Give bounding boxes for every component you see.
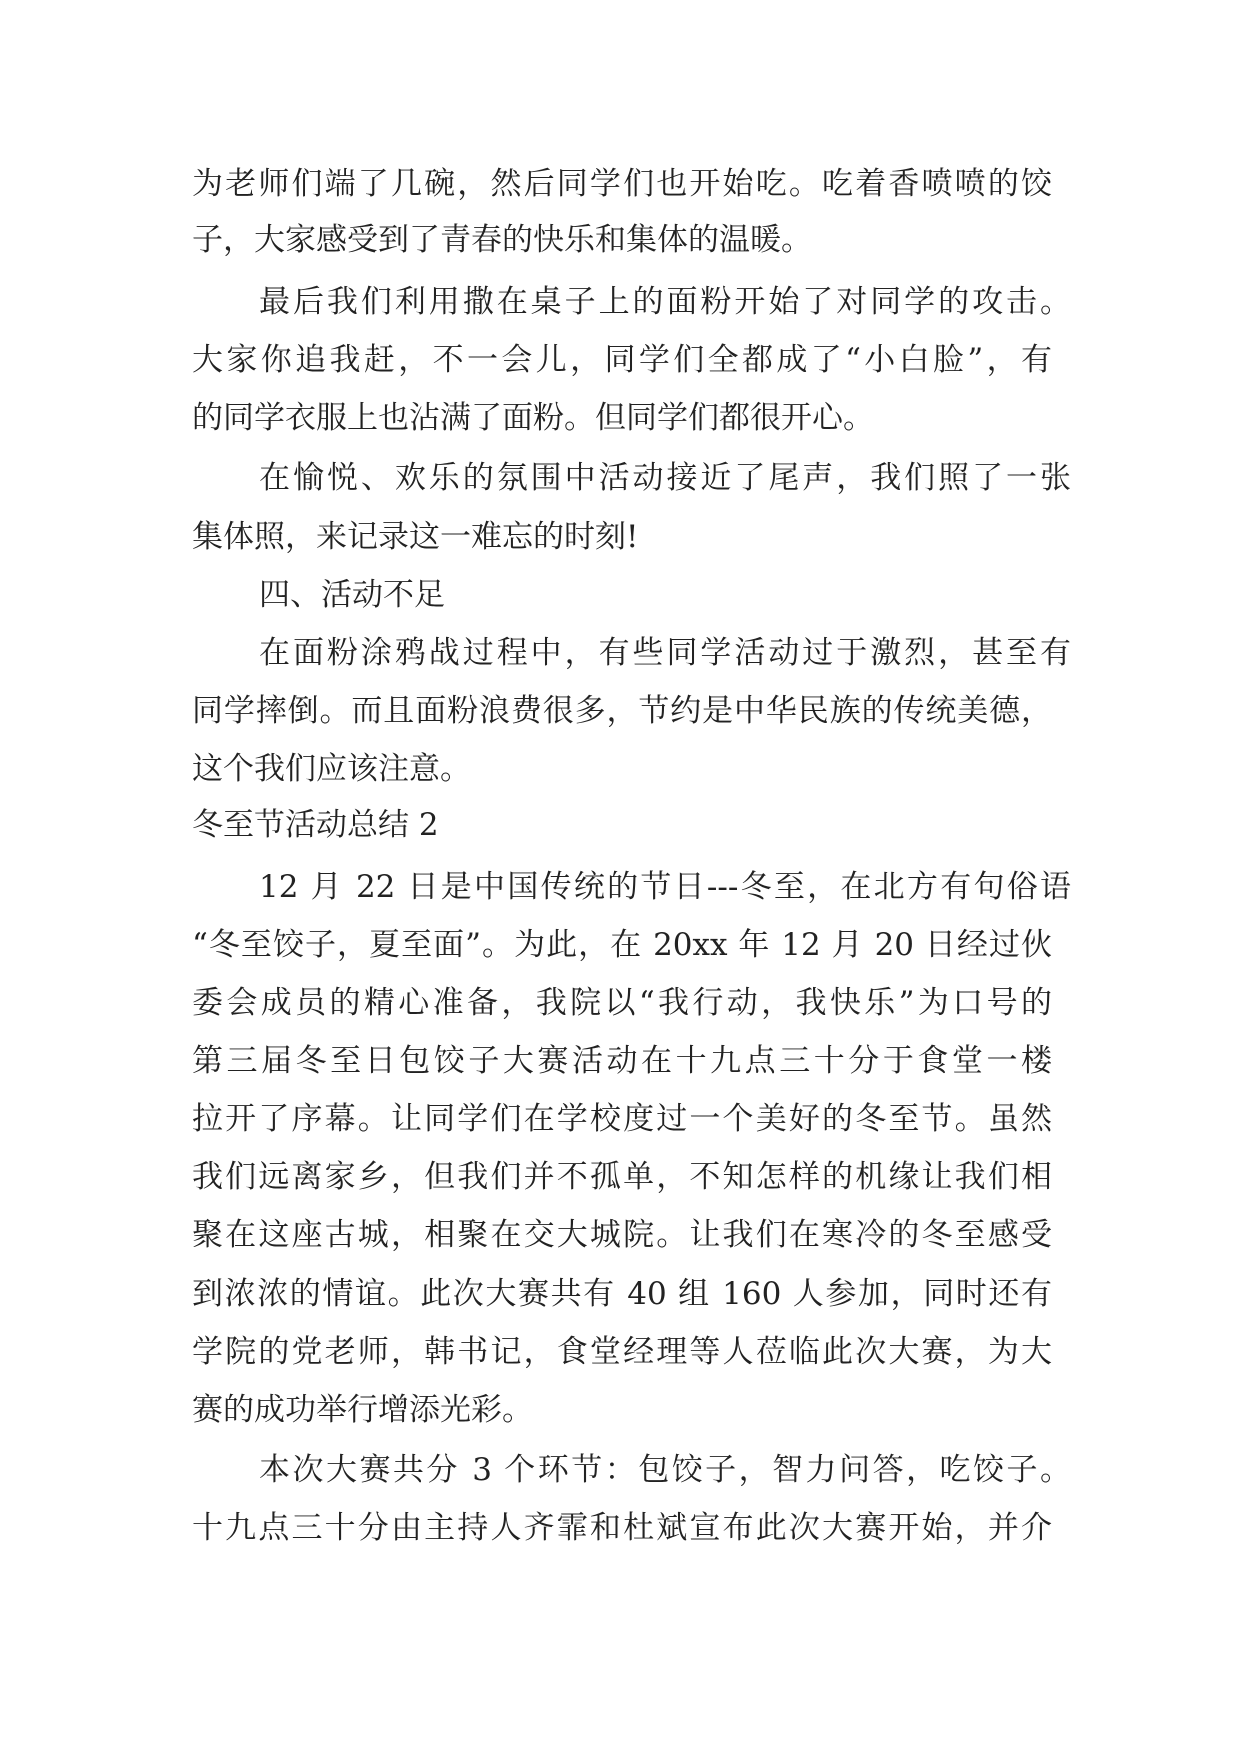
paragraph-line: 在面粉涂鸦战过程中，有些同学活动过于激烈，甚至有 <box>259 635 1071 671</box>
paragraph-line: 为老师们端了几碗，然后同学们也开始吃。吃着香喷喷的饺 <box>192 166 1052 202</box>
paragraph-line: “冬至饺子，夏至面”。为此，在 20xx 年 12 月 20 日经过伙 <box>192 927 1052 963</box>
paragraph-line: 在愉悦、欢乐的氛围中活动接近了尾声，我们照了一张 <box>259 460 1071 496</box>
paragraph-line: 委会成员的精心准备，我院以“我行动，我快乐”为口号的 <box>192 985 1052 1021</box>
paragraph-line: 拉开了序幕。让同学们在学校度过一个美好的冬至节。虽然 <box>192 1101 1052 1137</box>
subsection-heading: 四、活动不足 <box>259 577 445 613</box>
paragraph-line: 第三届冬至日包饺子大赛活动在十九点三十分于食堂一楼 <box>192 1043 1052 1079</box>
paragraph-line: 最后我们利用撒在桌子上的面粉开始了对同学的攻击。 <box>259 284 1071 320</box>
paragraph-line: 同学摔倒。而且面粉浪费很多，节约是中华民族的传统美德， <box>192 693 1052 729</box>
section-heading: 冬至节活动总结 2 <box>192 807 439 843</box>
paragraph-line: 本次大赛共分 3 个环节：包饺子，智力问答，吃饺子。 <box>259 1452 1071 1488</box>
paragraph-line: 集体照，来记录这一难忘的时刻! <box>192 519 639 555</box>
paragraph-line: 12 月 22 日是中国传统的节日---冬至，在北方有句俗语 <box>259 869 1071 905</box>
paragraph-line: 的同学衣服上也沾满了面粉。但同学们都很开心。 <box>192 400 874 436</box>
paragraph-line: 到浓浓的情谊。此次大赛共有 40 组 160 人参加，同时还有 <box>192 1276 1052 1312</box>
paragraph-line: 子，大家感受到了青春的快乐和集体的温暖。 <box>192 222 812 258</box>
paragraph-line: 学院的党老师，韩书记，食堂经理等人莅临此次大赛，为大 <box>192 1334 1052 1370</box>
paragraph-line: 我们远离家乡，但我们并不孤单，不知怎样的机缘让我们相 <box>192 1159 1052 1195</box>
paragraph-line: 十九点三十分由主持人齐霏和杜斌宣布此次大赛开始，并介 <box>192 1510 1052 1546</box>
paragraph-line: 赛的成功举行增添光彩。 <box>192 1392 533 1428</box>
paragraph-line: 聚在这座古城，相聚在交大城院。让我们在寒冷的冬至感受 <box>192 1217 1052 1253</box>
paragraph-line: 大家你追我赶，不一会儿，同学们全都成了“小白脸”，有 <box>192 342 1052 378</box>
paragraph-line: 这个我们应该注意。 <box>192 751 471 787</box>
